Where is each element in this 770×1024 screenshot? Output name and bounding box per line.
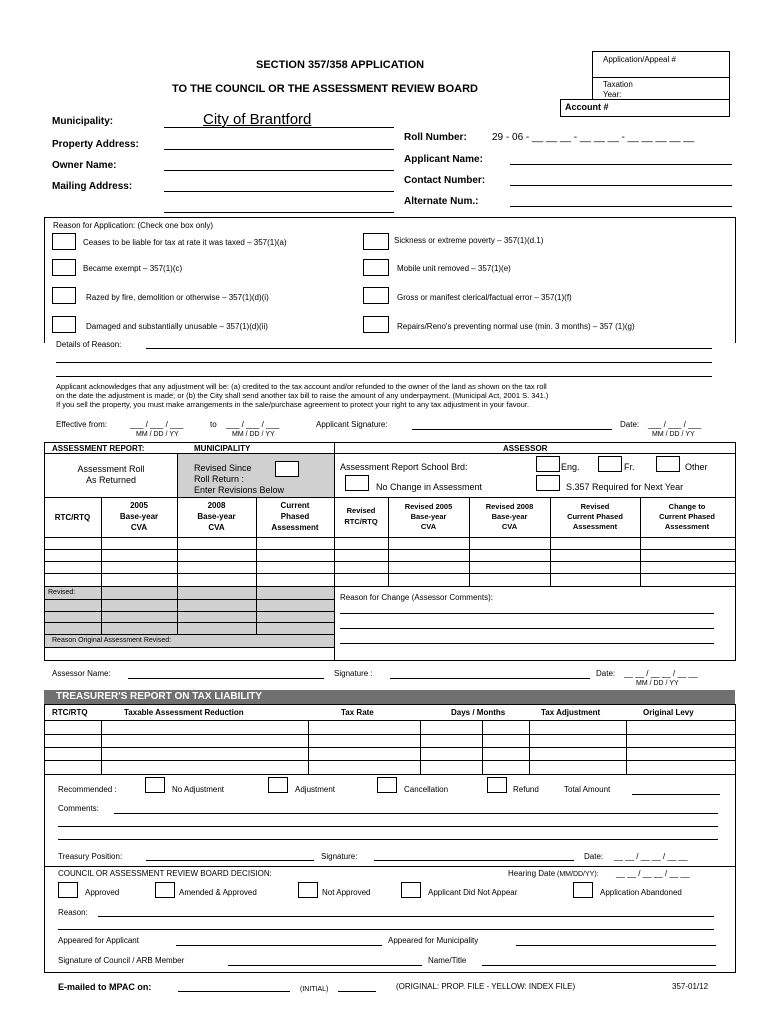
reason-for-change-field-3[interactable] <box>340 643 714 644</box>
details-label: Details of Reason: <box>56 340 122 349</box>
revised-since-2: Roll Return : <box>194 474 245 484</box>
effective-to-field[interactable]: ___ / ___ / ___ <box>226 420 280 429</box>
school-fr-checkbox[interactable] <box>598 456 622 472</box>
revised-bottom-line <box>44 647 334 648</box>
council-signature-field[interactable] <box>228 965 422 966</box>
form-subtitle: TO THE COUNCIL OR THE ASSESSMENT REVIEW BOARD <box>172 83 478 95</box>
reason-checkbox-357-1-e[interactable] <box>363 259 389 276</box>
applicant-date-label: Date: <box>620 420 640 429</box>
reason-original-revised-label: Reason Original Assessment Revised: <box>52 637 172 644</box>
decision-reason-field-2[interactable] <box>58 929 714 930</box>
reason-text-357-1-d-ii: Damaged and substantially unusable – 357(1)(d)(ii) <box>86 322 268 331</box>
contact-number-label: Contact Number: <box>404 175 486 186</box>
reason-for-change-field-1[interactable] <box>340 613 714 614</box>
decision-not-approved-label: Not Approved <box>322 888 371 897</box>
treasurer-row-3[interactable] <box>44 760 735 761</box>
ack-line-2: on the date the adjustment is made; or (b) the City shall send another tax bill to raise the amount of any underpayment. (Municipal Act, 2001 S. 341.) <box>56 391 549 400</box>
reason-checkbox-357-1-a[interactable] <box>52 233 76 250</box>
revised-row-2 <box>44 611 334 612</box>
treasury-position-label: Treasury Position: <box>58 852 123 861</box>
col-2008-header-1: 2008 <box>207 501 226 510</box>
property-address-label: Property Address: <box>52 139 139 150</box>
school-other-label: Other <box>685 462 708 472</box>
school-eng-label: Eng. <box>561 462 580 472</box>
roll-as-returned-1: Assessment Roll <box>77 464 145 474</box>
recommend-no-adjustment-checkbox[interactable] <box>145 777 165 793</box>
details-field-1[interactable] <box>146 348 712 349</box>
assessment-assessor-label: ASSESSOR <box>503 444 548 453</box>
no-change-label: No Change in Assessment <box>376 482 483 492</box>
recommend-cancellation-label: Cancellation <box>404 785 449 794</box>
assessment-row-3[interactable] <box>44 573 735 574</box>
columns-bottom-line <box>44 537 735 538</box>
col-rev2008-header-2: Base-year <box>491 512 528 521</box>
account-number-field[interactable] <box>560 99 730 117</box>
reason-text-357-1-d1: Sickness or extreme poverty – 357(1)(d.1) <box>394 236 544 245</box>
appeared-municipality-field[interactable] <box>516 945 716 946</box>
treasurer-col-levy: Original Levy <box>643 708 694 717</box>
reason-checkbox-357-1-c[interactable] <box>52 259 76 276</box>
revised-since-3: Enter Revisions Below <box>194 485 285 495</box>
assessment-municipality-label: MUNICIPALITY <box>194 444 251 453</box>
recommend-refund-checkbox[interactable] <box>487 777 507 793</box>
col-current-header-1: Current <box>280 501 310 510</box>
details-field-3[interactable] <box>56 376 712 377</box>
form-title: SECTION 357/358 APPLICATION <box>256 59 425 71</box>
owner-name-label: Owner Name: <box>52 160 117 171</box>
effective-from-label: Effective from: <box>56 420 107 429</box>
s357-next-year-checkbox[interactable] <box>536 475 560 491</box>
decision-reason-field-1[interactable] <box>98 916 714 917</box>
appeal-number-field[interactable] <box>592 51 730 79</box>
roll-number-label: Roll Number: <box>404 132 467 143</box>
col-rev2008-header-3: CVA <box>501 522 518 531</box>
decision-reason-label: Reason: <box>58 908 88 917</box>
treasury-date-field[interactable]: __ __ / __ __ / __ __ <box>614 852 688 861</box>
col-2005-header-3: CVA <box>130 523 148 532</box>
form-number: 357-01/12 <box>672 982 709 991</box>
assessor-signature-label: Signature : <box>334 669 373 678</box>
municipality-value[interactable]: City of Brantford <box>203 111 312 128</box>
mailing-address-field-2[interactable] <box>164 212 394 213</box>
revised-col-2 <box>177 586 178 634</box>
ack-line-1: Applicant acknowledges that any adjustment will be: (a) credited to the tax account and/or refunded to the owner of the land as shown on the tax roll <box>56 382 547 391</box>
property-address-field[interactable] <box>164 149 394 150</box>
hearing-date-field[interactable]: __ __ / __ __ / __ __ <box>616 869 690 878</box>
emailed-to-mpac-label: E-mailed to MPAC on: <box>58 982 152 992</box>
roll-number-field[interactable]: 29 - 06 - __ __ __ - __ __ __ - __ __ __ __ __ <box>492 132 695 143</box>
treasurer-header-line <box>44 720 735 721</box>
hearing-date-label: Hearing Date <box>508 869 556 878</box>
revised-row-1 <box>44 599 334 600</box>
reason-checkbox-357-1-g[interactable] <box>363 316 389 333</box>
col-revcur-header-3: Assessment <box>572 522 618 531</box>
appeared-applicant-label: Appeared for Applicant <box>58 936 139 945</box>
recommend-refund-label: Refund <box>513 785 539 794</box>
total-amount-label: Total Amount <box>564 785 611 794</box>
taxation-year-field[interactable] <box>592 77 730 101</box>
col-current-header-2: Phased <box>280 512 310 521</box>
reason-text-357-1-c: Became exempt – 357(1)(c) <box>83 264 183 273</box>
col-2005-header-1: 2005 <box>130 501 148 510</box>
effective-to-hint: MM / DD / YY <box>232 431 275 438</box>
treasury-position-field[interactable] <box>146 860 314 861</box>
col-rev2005-header-1: Revised 2005 <box>404 502 453 511</box>
treasury-date-label: Date: <box>584 852 604 861</box>
assessment-center-divider <box>334 442 335 660</box>
col-2008-header-3: CVA <box>208 523 225 532</box>
col-change-header-1: Change to <box>668 502 706 511</box>
recommend-adjustment-checkbox[interactable] <box>268 777 288 793</box>
hearing-date-hint: (MM/DD/YY): <box>557 871 599 878</box>
revised-col-1 <box>101 586 102 634</box>
reason-text-357-1-e: Mobile unit removed – 357(1)(e) <box>397 264 511 273</box>
col-rev2008-header-1: Revised 2008 <box>485 502 534 511</box>
school-fr-label: Fr. <box>624 462 635 472</box>
municipality-label: Municipality: <box>52 116 114 127</box>
assessment-report-label: ASSESSMENT REPORT: <box>52 444 145 453</box>
total-amount-field[interactable] <box>632 794 720 795</box>
col-change-header-2: Current Phased <box>659 512 715 521</box>
owner-name-field[interactable] <box>164 170 394 171</box>
assessment-row-1[interactable] <box>44 549 735 550</box>
assessor-date-field[interactable]: __ __ / __ __ / __ __ <box>624 669 698 678</box>
revised-since-1: Revised Since <box>194 463 252 473</box>
reason-text-357-1-d-i: Razed by fire, demolition or otherwise – 357(1)(d)(i) <box>86 293 269 302</box>
recommend-no-adjustment-label: No Adjustment <box>172 785 225 794</box>
col-revised-rtc-header-1: Revised <box>346 506 376 515</box>
treasurer-header: TREASURER'S REPORT ON TAX LIABILITY <box>56 691 263 702</box>
s357-next-year-label: S.357 Required for Next Year <box>566 482 684 492</box>
reason-text-357-1-g: Repairs/Reno's preventing normal use (min. 3 months) – 357 (1)(g) <box>397 322 635 331</box>
initial-field[interactable] <box>338 991 376 992</box>
col-revcur-header-1: Revised <box>580 502 610 511</box>
comments-field-3[interactable] <box>58 839 718 840</box>
decision-did-not-appear-label: Applicant Did Not Appear <box>428 888 518 897</box>
treasurer-col-rate: Tax Rate <box>341 708 374 717</box>
comments-label: Comments: <box>58 804 99 813</box>
recommend-cancellation-checkbox[interactable] <box>377 777 397 793</box>
revised-label: Revised: <box>48 589 76 596</box>
emailed-to-mpac-field[interactable] <box>178 991 290 992</box>
treasury-signature-field[interactable] <box>374 860 574 861</box>
council-signature-label: Signature of Council / ARB Member <box>58 956 185 965</box>
account-number-label: Account # <box>565 102 609 112</box>
alternate-num-label: Alternate Num.: <box>404 196 479 207</box>
treasurer-header-bar <box>44 690 735 704</box>
ack-line-3: If you sell the property, you must make arrangements in the sale/purchase agreement to protect your right to any tax adjustment in your favour. <box>56 400 530 409</box>
col-rtc-header: RTC/RTQ <box>54 513 91 522</box>
assessment-row-2[interactable] <box>44 561 735 562</box>
mailing-address-label: Mailing Address: <box>52 181 133 192</box>
effective-to-label: to <box>210 420 217 429</box>
reason-text-357-1-f: Gross or manifest clerical/factual error – 357(1)(f) <box>397 293 572 302</box>
taxation-year-label-1: Taxation <box>603 80 633 89</box>
name-title-field[interactable] <box>482 965 716 966</box>
col-revised-rtc-header-2: RTC/RTQ <box>344 517 378 526</box>
decision-did-not-appear-checkbox[interactable] <box>401 882 421 898</box>
treasurer-col-taxable: Taxable Assessment Reduction <box>124 708 244 717</box>
assessor-signature-field[interactable] <box>390 678 590 679</box>
revised-col-3 <box>256 586 257 634</box>
col-change-header-3: Assessment <box>664 522 710 531</box>
applicant-signature-field[interactable] <box>412 429 612 430</box>
appeared-applicant-field[interactable] <box>176 945 382 946</box>
school-other-checkbox[interactable] <box>656 456 680 472</box>
treasurer-row-1[interactable] <box>44 734 735 735</box>
comments-field-1[interactable] <box>114 813 718 814</box>
taxation-year-label-2: Year: <box>603 90 622 99</box>
reason-for-change-field-2[interactable] <box>340 628 714 629</box>
columns-top-line <box>44 497 735 498</box>
assessor-date-label: Date: <box>596 669 616 678</box>
treasurer-col-rtc: RTC/RTQ <box>52 708 88 717</box>
reason-checkbox-357-1-d1[interactable] <box>363 233 389 250</box>
appeared-municipality-label: Appeared for Municipality <box>388 936 479 945</box>
col-rev2005-header-2: Base-year <box>410 512 447 521</box>
decision-approved-label: Approved <box>85 888 120 897</box>
contact-number-field[interactable] <box>510 185 732 186</box>
alternate-num-field[interactable] <box>510 206 732 207</box>
decision-amended-label: Amended & Approved <box>179 888 257 897</box>
revised-since-checkbox[interactable] <box>275 461 299 477</box>
no-change-checkbox[interactable] <box>345 475 369 491</box>
decision-not-approved-checkbox[interactable] <box>298 882 318 898</box>
decision-approved-checkbox[interactable] <box>58 882 78 898</box>
revised-row-3 <box>44 622 334 623</box>
reason-for-change-label: Reason for Change (Assessor Comments): <box>340 593 493 602</box>
decision-amended-checkbox[interactable] <box>155 882 175 898</box>
assessor-name-field[interactable] <box>128 678 324 679</box>
assessor-name-label: Assessor Name: <box>52 669 111 678</box>
applicant-signature-label: Applicant Signature: <box>316 420 388 429</box>
applicant-date-field[interactable]: ___ / ___ / ___ <box>648 420 702 429</box>
reason-checkbox-357-1-d-ii[interactable] <box>52 316 76 333</box>
decision-abandoned-checkbox[interactable] <box>573 882 593 898</box>
col-2008-header-2: Base-year <box>197 512 236 521</box>
mailing-address-field[interactable] <box>164 191 394 192</box>
col-rev2005-header-3: CVA <box>420 522 437 531</box>
details-field-2[interactable] <box>56 362 712 363</box>
decision-header: COUNCIL OR ASSESSMENT REVIEW BOARD DECISION: <box>58 869 272 878</box>
applicant-date-hint: MM / DD / YY <box>652 431 695 438</box>
revised-row-4 <box>44 634 334 635</box>
decision-abandoned-label: Application Abandoned <box>600 888 682 897</box>
treasurer-col-days: Days / Months <box>451 708 506 717</box>
treasurer-col-adjustment: Tax Adjustment <box>541 708 601 717</box>
treasurer-row-2[interactable] <box>44 747 735 748</box>
appeal-number-label: Application/Appeal # <box>603 55 676 64</box>
reason-header: Reason for Application: (Check one box only) <box>53 221 214 230</box>
copies-note: (ORIGINAL: PROP. FILE - YELLOW: INDEX FILE) <box>396 982 576 991</box>
roll-as-returned-2: As Returned <box>85 475 137 485</box>
recommended-label: Recommended : <box>58 785 117 794</box>
comments-field-2[interactable] <box>58 826 718 827</box>
applicant-name-label: Applicant Name: <box>404 154 483 165</box>
assessor-date-hint: MM / DD / YY <box>636 680 679 687</box>
school-eng-checkbox[interactable] <box>536 456 560 472</box>
assessor-school-board-label: Assessment Report School Brd: <box>340 462 468 472</box>
reason-text-357-1-a: Ceases to be liable for tax at rate it was taxed – 357(1)(a) <box>83 238 287 247</box>
recommend-adjustment-label: Adjustment <box>295 785 336 794</box>
effective-from-hint: MM / DD / YY <box>136 431 179 438</box>
applicant-name-field[interactable] <box>510 164 732 165</box>
reason-checkbox-357-1-f[interactable] <box>363 287 389 304</box>
col-2005-header-2: Base-year <box>119 512 159 521</box>
assessment-top-line <box>44 442 735 443</box>
col-revcur-header-2: Current Phased <box>567 512 623 521</box>
reason-checkbox-357-1-d-i[interactable] <box>52 287 76 304</box>
col-current-header-3: Assessment <box>271 523 319 532</box>
effective-from-field[interactable]: ___ / ___ / ___ <box>130 420 184 429</box>
assessment-header-line <box>44 453 735 454</box>
name-title-label: Name/Title <box>428 956 467 965</box>
initial-label: (INITIAL) <box>300 986 329 993</box>
treasury-signature-label: Signature: <box>321 852 358 861</box>
